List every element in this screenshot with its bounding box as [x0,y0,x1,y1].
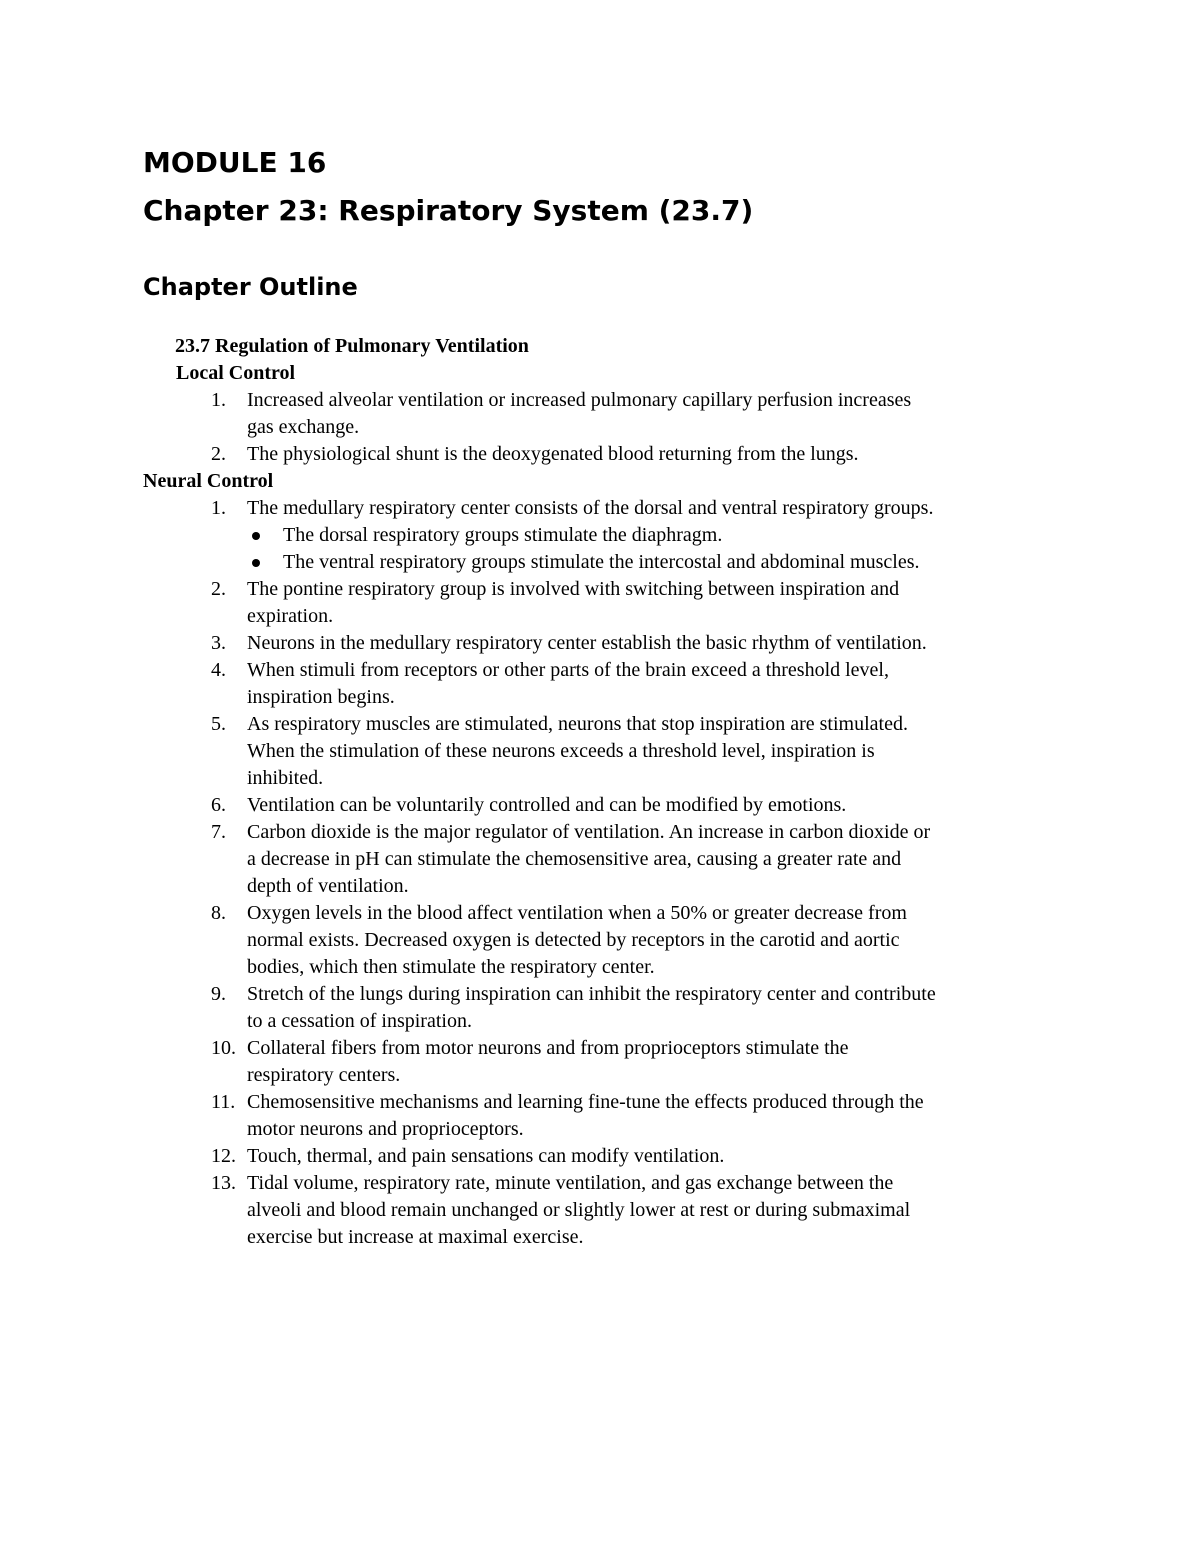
list-item-line: a decrease in pH can stimulate the chemosensitive area, causing a greater rate and [247,848,902,870]
list-item-line: inspiration begins. [247,686,395,708]
list-item-number: 5. [211,713,226,735]
list-item [0,981,1077,1035]
bullet-icon [252,532,260,540]
list-item-number: 1. [211,497,226,519]
list-item [0,792,1077,819]
list-item-line: to a cessation of inspiration. [247,1010,472,1032]
list-item-number: 6. [211,794,226,816]
list-item [0,630,1077,657]
list-item-line: gas exchange. [247,416,360,438]
list-item [0,387,1077,441]
bullet-icon [252,559,260,567]
neural-control-list [0,495,1200,1251]
list-item-line: Chemosensitive mechanisms and learning fine-tune the effects produced through the [247,1091,924,1113]
list-item-number: 9. [211,983,226,1005]
local-control-heading: Local Control [176,362,296,384]
list-item-number: 11. [211,1091,236,1113]
neural-control-heading: Neural Control [143,470,274,492]
list-item-line: Ventilation can be voluntarily controlled and can be modified by emotions. [247,794,847,816]
list-item [0,711,1077,792]
list-item-text [247,1035,1077,1089]
bullet-text: The ventral respiratory groups stimulate the intercostal and abdominal muscles. [283,551,920,573]
list-item-text [247,819,1077,900]
list-item-number: 2. [211,443,226,465]
list-item-line: expiration. [247,605,334,627]
list-item [0,1089,1077,1143]
list-item-line: Touch, thermal, and pain sensations can modify ventilation. [247,1145,725,1167]
list-item [0,1170,1077,1251]
list-item [0,1035,1077,1089]
bullet-list [247,522,1077,576]
list-item [0,657,1077,711]
list-item-line: The pontine respiratory group is involved with switching between inspiration and [247,578,900,600]
list-item-text [247,387,1077,441]
list-item-text [247,981,1077,1035]
list-item-text [247,495,1077,522]
list-item-text [247,900,1077,981]
bullet-text: The dorsal respiratory groups stimulate the diaphragm. [283,524,723,546]
list-item-text [247,657,1077,711]
chapter-title: Chapter 23: Respiratory System (23.7) [143,194,754,227]
list-item-line: The medullary respiratory center consists of the dorsal and ventral respiratory groups. [247,497,934,519]
list-item [0,900,1077,981]
list-item-line: When the stimulation of these neurons exceeds a threshold level, inspiration is [247,740,875,762]
list-item [0,441,1077,468]
list-item-line: inhibited. [247,767,324,789]
list-item-line: Collateral fibers from motor neurons and from proprioceptors stimulate the [247,1037,849,1059]
list-item [0,576,1077,630]
list-item-line: When stimuli from receptors or other parts of the brain exceed a threshold level, [247,659,889,681]
list-item-line: Tidal volume, respiratory rate, minute ventilation, and gas exchange between the [247,1172,894,1194]
list-item-number: 2. [211,578,226,600]
chapter-outline-body [0,333,1200,1251]
list-item-text [247,576,1077,630]
list-item-line: alveoli and blood remain unchanged or slightly lower at rest or during submaximal [247,1199,911,1221]
list-item-line: Neurons in the medullary respiratory center establish the basic rhythm of ventilation. [247,632,927,654]
list-item-number: 3. [211,632,226,654]
outline-heading: Chapter Outline [143,273,358,301]
list-item-number: 13. [211,1172,236,1194]
list-item-text [247,1170,1077,1251]
list-item-line: Oxygen levels in the blood affect ventilation when a 50% or greater decrease from [247,902,907,924]
list-item [0,819,1077,900]
list-item-number: 12. [211,1145,236,1167]
local-control-list [0,387,1200,468]
list-item-line: Carbon dioxide is the major regulator of ventilation. An increase in carbon dioxide or [247,821,931,843]
list-item-line: normal exists. Decreased oxygen is detected by receptors in the carotid and aortic [247,929,900,951]
list-item-number: 10. [211,1037,236,1059]
list-item-number: 7. [211,821,226,843]
list-item-line: respiratory centers. [247,1064,401,1086]
list-item-text [247,441,1077,468]
list-item-text [247,711,1077,792]
list-item-line: The physiological shunt is the deoxygenated blood returning from the lungs. [247,443,859,465]
list-item-number: 1. [211,389,226,411]
bullet-item [247,522,1077,549]
list-item-text [247,630,1077,657]
list-item-number: 8. [211,902,226,924]
list-item-line: exercise but increase at maximal exercise. [247,1226,584,1248]
list-item-text [247,1143,1077,1170]
list-item-text [247,1089,1077,1143]
list-item-text [247,792,1077,819]
list-item-number: 4. [211,659,226,681]
module-title: MODULE 16 [143,146,327,179]
list-item [0,1143,1077,1170]
list-item-line: As respiratory muscles are stimulated, neurons that stop inspiration are stimulated. [247,713,908,735]
list-item-line: Increased alveolar ventilation or increased pulmonary capillary perfusion increases [247,389,912,411]
bullet-item [247,549,1077,576]
list-item-line: bodies, which then stimulate the respiratory center. [247,956,655,978]
list-item-line: motor neurons and proprioceptors. [247,1118,524,1140]
list-item [0,495,1077,576]
list-item-line: Stretch of the lungs during inspiration can inhibit the respiratory center and contribute [247,983,936,1005]
section-title: 23.7 Regulation of Pulmonary Ventilation [175,335,529,357]
list-item-line: depth of ventilation. [247,875,409,897]
